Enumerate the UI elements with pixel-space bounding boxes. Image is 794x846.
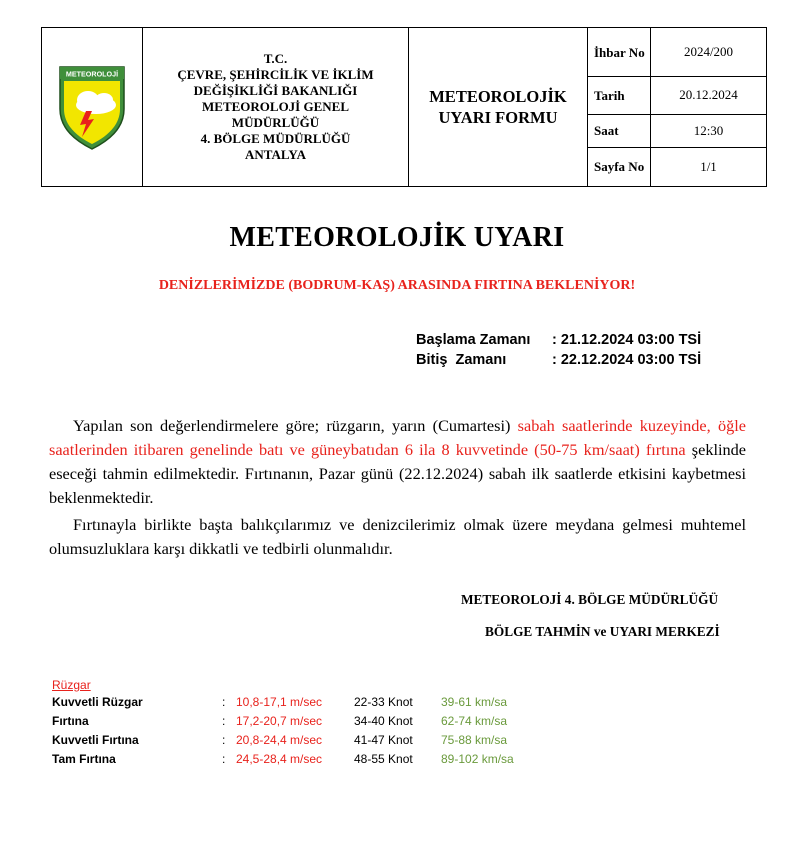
time-range [416,330,701,370]
paragraph-highlight: sabah saatlerinde kuzeyinde, öğle saatlerinden itibaren genelinde batı ve güneybatıdan 6 ila 8 kuvvetinde (50-75 km/saat) fırtına [49,416,747,459]
wind-scale-row [52,693,514,712]
form-title [409,28,588,187]
wind-scale-heading: Rüzgar [52,678,91,692]
end-time-label: Bitiş Zamanı [416,352,507,368]
scale-knot: 48-55 Knot [354,752,413,766]
start-time-row [416,330,701,350]
scale-kmh: 62-74 km/sa [441,714,508,728]
field-label-ihbar: İhbar No [588,28,651,77]
scale-name: Tam Fırtına [52,752,116,766]
body-paragraph-1 [49,414,746,510]
start-time-value: : 21.12.2024 03:00 TSİ [552,332,702,348]
scale-name: Kuvvetli Fırtına [52,733,139,747]
field-value-tarih: 20.12.2024 [651,77,767,114]
meteoroloji-logo-icon [56,63,128,151]
wind-scale-row [52,750,514,769]
page-title: METEOROLOJİK UYARI [229,222,565,253]
logo-cell [42,28,143,187]
scale-ms: 10,8-17,1 m/sec [236,695,323,709]
wind-scale-row [52,712,514,731]
org-line: MÜDÜRLÜĞÜ [231,115,320,130]
header-table [41,27,767,187]
start-time-label: Başlama Zamanı [416,332,531,348]
scale-sep: : [222,733,226,747]
field-label-saat: Saat [588,114,651,147]
scale-name: Kuvvetli Rüzgar [52,695,143,709]
end-time-value: : 22.12.2024 03:00 TSİ [552,352,702,368]
signature-center: BÖLGE TAHMİN ve UYARI MERKEZİ [485,624,720,639]
end-time-row [416,350,701,370]
org-line: ÇEVRE, ŞEHİRCİLİK VE İKLİM [177,67,374,82]
wind-scale-legend [52,677,514,769]
org-line: DEĞİŞİKLİĞİ BAKANLIĞI [193,83,358,98]
logo-text: METEOROLOJİ [65,69,119,79]
field-value-saat: 12:30 [651,114,767,147]
field-label-sayfa: Sayfa No [588,147,651,186]
field-label-tarih: Tarih [588,77,651,114]
paragraph-text: şeklinde eseceği tahmin edilmektedir. Fırtınanın, Pazar günü (22.12.2024) sabah ilk saatlerde etkisini kaybetmesi beklenmektedir. [49,440,747,507]
scale-sep: : [222,695,226,709]
paragraph-text: Yapılan son değerlendirmelere göre; rüzgarın, yarın (Cumartesi) [73,416,518,435]
scale-kmh: 39-61 km/sa [441,695,508,709]
scale-ms: 17,2-20,7 m/sec [236,714,323,728]
scale-kmh: 89-102 km/sa [441,752,514,766]
scale-kmh: 75-88 km/sa [441,733,508,747]
scale-sep: : [222,752,226,766]
organization-block [143,28,409,187]
org-line: ANTALYA [245,147,306,162]
field-value-sayfa: 1/1 [651,147,767,186]
field-value-ihbar: 2024/200 [651,28,767,77]
wind-scale-row [52,731,514,750]
org-line: METEOROLOJİ GENEL [202,99,349,114]
scale-sep: : [222,714,226,728]
signature-office: METEOROLOJİ 4. BÖLGE MÜDÜRLÜĞÜ [461,592,719,607]
scale-knot: 41-47 Knot [354,733,413,747]
warning-subtitle: DENİZLERİMİZDE (BODRUM-KAŞ) ARASINDA FIRTINA BEKLENİYOR! [158,278,636,293]
scale-name: Fırtına [52,714,89,728]
org-line: T.C. [263,51,288,66]
body-paragraph-2: Fırtınayla birlikte başta balıkçılarımız ve denizcilerimiz olmak üzere meydana gelmesi muhtemel olumsuzluklara karşı dikkatli ve tedbirli olunmalıdır. [49,515,746,558]
scale-ms: 20,8-24,4 m/sec [236,733,323,747]
scale-ms: 24,5-28,4 m/sec [236,752,323,766]
scale-knot: 22-33 Knot [354,695,413,709]
form-title-line: METEOROLOJİK [429,87,567,106]
scale-knot: 34-40 Knot [354,714,413,728]
form-title-line: UYARI FORMU [438,108,558,127]
org-line: 4. BÖLGE MÜDÜRLÜĞÜ [200,131,351,146]
